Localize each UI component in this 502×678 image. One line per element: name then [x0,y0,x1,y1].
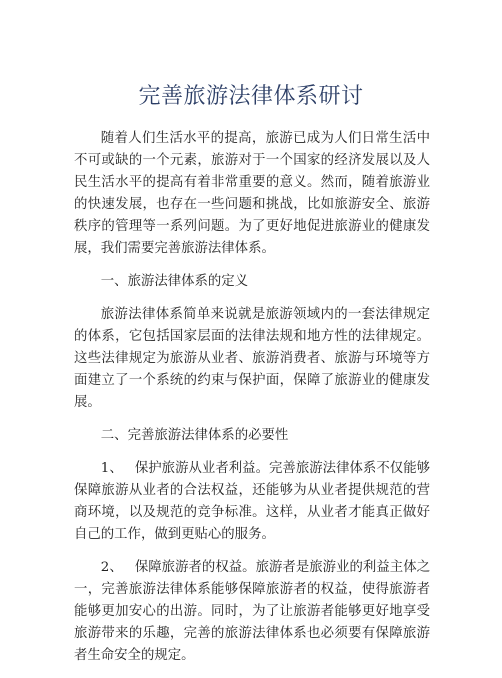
list-item-1 [74,458,430,546]
intro-paragraph: 随着人们生活水平的提高，旅游已成为人们日常生活中不可或缺的一个元素，旅游对于一个国家的经济发展以及人民生活水平的提高有着非常重要的意义。然而，随着旅游业的快速发展，也存在一些问题和挑战，比如旅游安全、旅游秩序的管理等一系列问题。为了更好地促进旅游业的健康发展，我们需要完善旅游法律体系。 [74,131,430,256]
definition-paragraph: 旅游法律体系简单来说就是旅游领域内的一套法律规定的体系，它包括国家层面的法律法规和地方性的法律规定。这些法律规定为旅游从业者、旅游消费者、旅游与环境等方面建立了一个系统的约束与保护面，保障了旅游业的健康发展。 [74,307,430,410]
section-heading-2: 二、完善旅游法律体系的必要性 [100,428,289,443]
list-text-1: 保护旅游从业者利益。完善旅游法律体系不仅能够保障旅游从业者的合法权益，还能够为从业者提供规范的营商环境，以及规范的竞争标准。这样，从业者才能真正做好自己的工作，做到更贴心的服务。 [74,461,430,542]
list-number-2: 2、 [100,560,123,575]
document-title: 完善旅游法律体系研讨 [138,84,364,109]
section-heading-1: 一、旅游法律体系的定义 [100,274,249,289]
document-body [74,128,430,678]
list-number-1: 1、 [100,461,123,476]
list-item-2 [74,557,430,667]
list-text-2: 保障旅游者的权益。旅游者是旅游业的利益主体之一，完善旅游法律体系能够保障旅游者的权益，使得旅游者能够更加安心的出游。同时，为了让旅游者能够更好地享受旅游带来的乐趣，完善的旅游法律体系也必须要有保障旅游者生命安全的规定。 [74,560,430,663]
